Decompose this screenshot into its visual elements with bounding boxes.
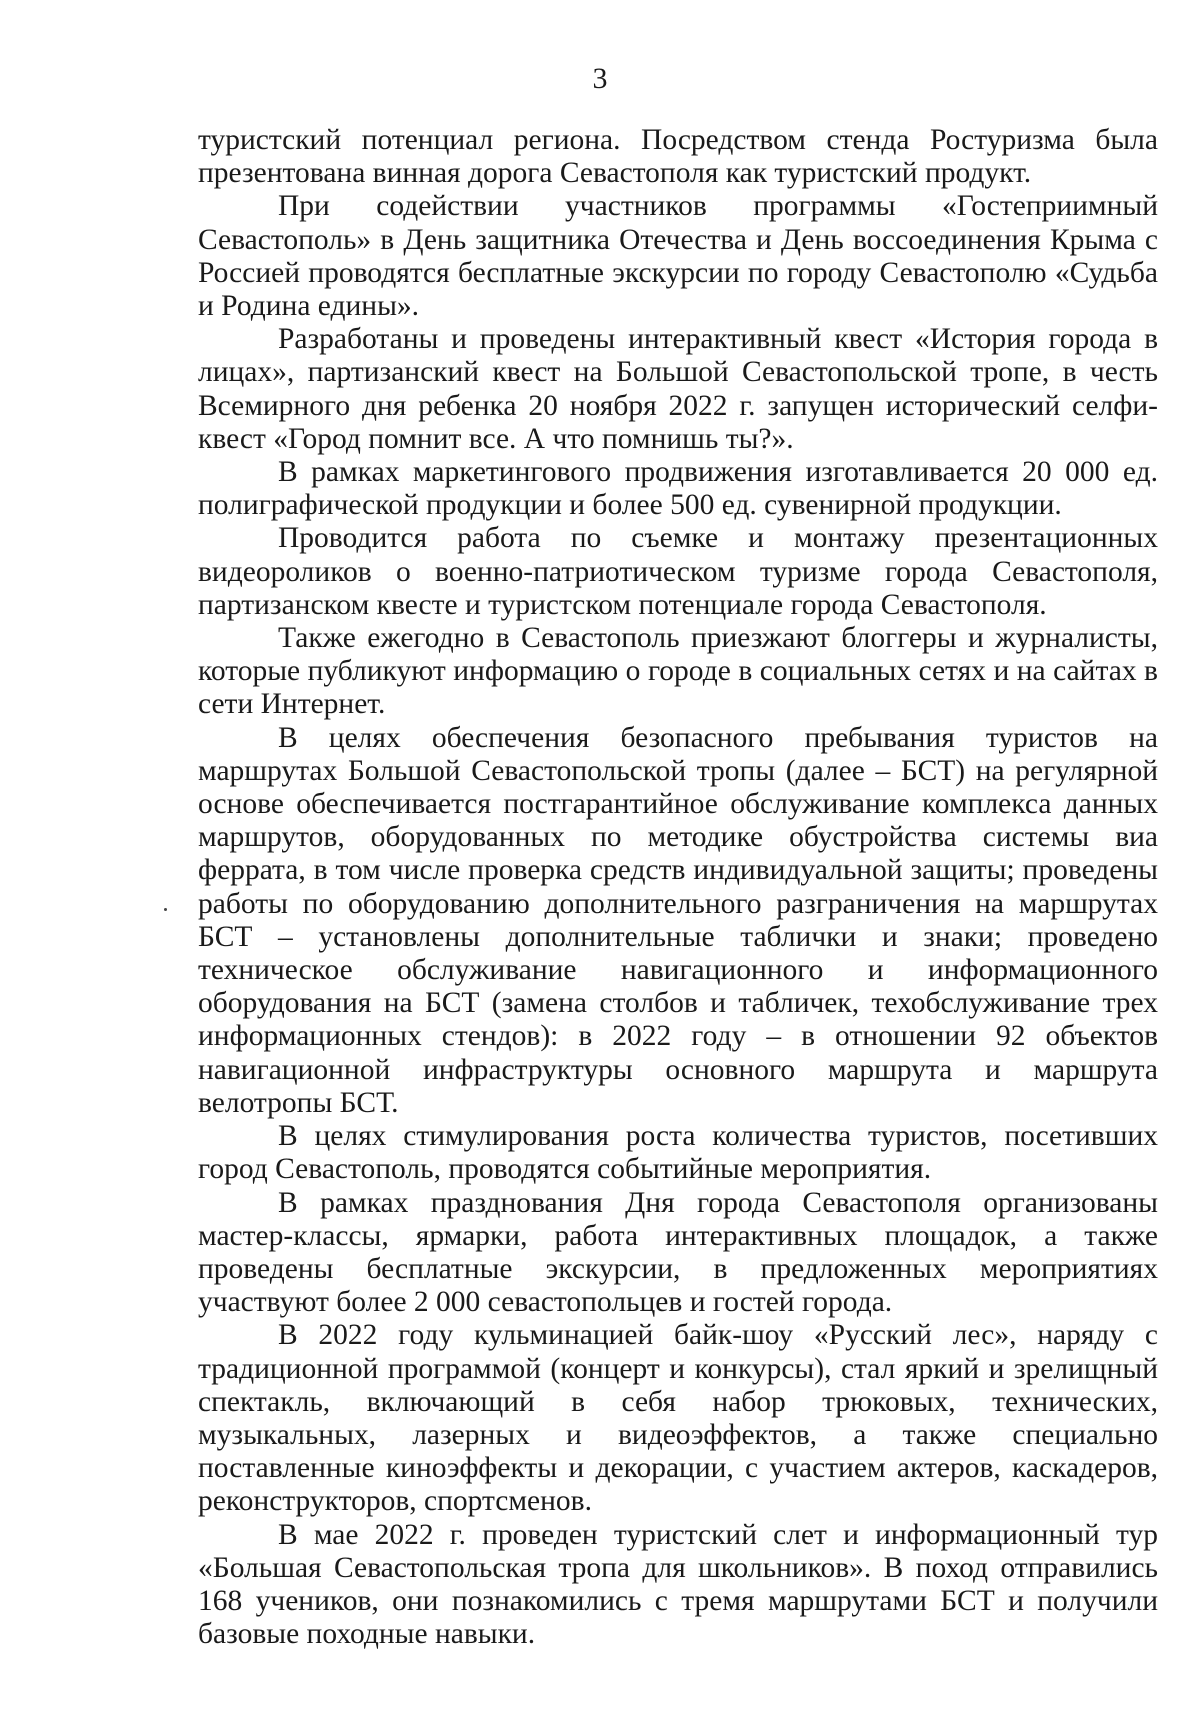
paragraph: туристский потенциал региона. Посредством стенда Ростуризма была презентована винная дорога Севастополя как туристский продукт. <box>198 124 1158 190</box>
page-number: 3 <box>592 62 608 95</box>
paragraph: В целях обеспечения безопасного пребывания туристов на маршрутах Большой Севастопольской тропы (далее – БСТ) на регулярной основе обеспечивается постгарантийное обслуживание комплекса данных маршрутов, оборудованных по методике обустройства системы виа феррата, в том числе проверка средств индивидуальной защиты; проведены работы по оборудованию дополнительного разграничения на маршрутах БСТ – установлены дополнительные таблички и знаки; проведено техническое обслуживание навигационного и информационного оборудования на БСТ (замена столбов и табличек, техобслуживание трех информационных стендов): в 2022 году – в отношении 92 объектов навигационной инфраструктуры основного маршрута и маршрута велотропы БСТ. <box>198 721 1158 1119</box>
paragraph: В 2022 году кульминацией байк-шоу «Русский лес», наряду с традиционной программой (концерт и конкурсы), стал яркий и зрелищный спектакль, включающий в себя набор трюковых, технических, музыкальных, лазерных и видеоэффектов, а также специально поставленные киноэффекты и декорации, с участием актеров, каскадеров, реконструкторов, спортсменов. <box>198 1319 1158 1518</box>
scan-speck <box>164 908 167 911</box>
paragraph: Проводится работа по съемке и монтажу презентационных видеороликов о военно-патриотическом туризме города Севастополя, партизанском квесте и туристском потенциале города Севастополя. <box>198 522 1158 621</box>
paragraph: Разработаны и проведены интерактивный квест «История города в лицах», партизанский квест на Большой Севастопольской тропе, в честь Всемирного дня ребенка 20 ноября 2022 г. запущен исторический селфи-квест «Город помнит все. А что помнишь ты?». <box>198 323 1158 455</box>
paragraph: В целях стимулирования роста количества туристов, посетивших город Севастополь, проводятся событийные мероприятия. <box>198 1120 1158 1186</box>
paragraph: В рамках празднования Дня города Севастополя организованы мастер-классы, ярмарки, работа интерактивных площадок, а также проведены бесплатные экскурсии, в предложенных мероприятиях участвуют более 2 000 севастопольцев и гостей города. <box>198 1186 1158 1319</box>
paragraph: В мае 2022 г. проведен туристский слет и информационный тур «Большая Севастопольская тропа для школьников». В поход отправились 168 учеников, они познакомились с тремя маршрутами БСТ и получили базовые походные навыки. <box>198 1518 1158 1651</box>
paragraph: Также ежегодно в Севастополь приезжают блоггеры и журналисты, которые публикуют информацию о городе в социальных сетях и на сайтах в сети Интернет. <box>198 622 1158 721</box>
paragraph: При содействии участников программы «Гостеприимный Севастополь» в День защитника Отечества и День воссоединения Крыма с Россией проводятся бесплатные экскурсии по городу Севастополю «Судьба и Родина едины». <box>198 190 1158 323</box>
paragraph: В рамках маркетингового продвижения изготавливается 20 000 ед. полиграфической продукции и более 500 ед. сувенирной продукции. <box>198 456 1158 522</box>
document-body <box>198 124 1158 1651</box>
